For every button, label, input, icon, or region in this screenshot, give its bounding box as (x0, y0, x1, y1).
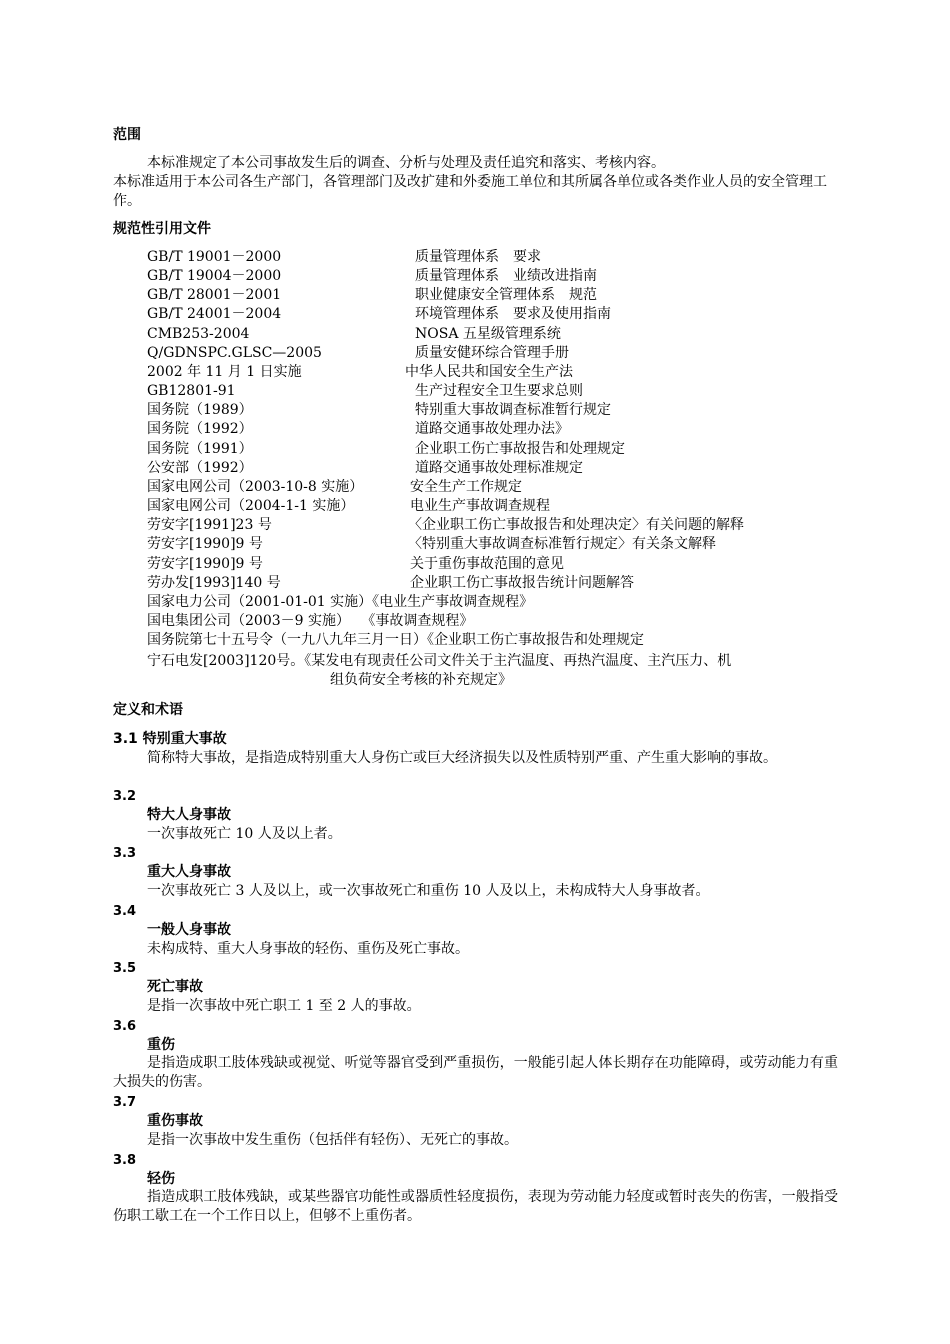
reference-code: 国家电网公司（2003-10-8 实施） (147, 479, 364, 495)
definition-term: 特大人身事故 (147, 807, 231, 823)
definition-text: 一次事故死亡 10 人及以上者。 (147, 826, 342, 842)
definition-text: 简称特大事故，是指造成特别重大人身伤亡或巨大经济损失以及性质特别严重、产生重大影响的事故。 (147, 750, 777, 766)
reference-code: 2002 年 11 月 1 日实施 (147, 364, 302, 380)
reference-code: 劳办发[1993]140 号 (147, 575, 281, 591)
definition-text: 是指一次事故中发生重伤（包括伴有轻伤）、无死亡的事故。 (147, 1132, 518, 1148)
definition-text: 是指一次事故中死亡职工 1 至 2 人的事故。 (147, 998, 421, 1014)
definition-term: 一般人身事故 (147, 922, 231, 938)
definition-number: 3.3 (113, 846, 137, 861)
reference-code: 公安部（1992） (147, 460, 253, 476)
reference-code: GB/T 28001－2001 (147, 287, 282, 303)
reference-name: 中华人民共和国安全生产法 (405, 364, 573, 380)
definition-term: 重大人身事故 (147, 864, 231, 880)
reference-name: 〈特别重大事故调查标准暂行规定〉有关条文解释 (408, 536, 716, 552)
reference-code: 国务院（1992） (147, 421, 253, 437)
definition-number: 3.7 (113, 1095, 137, 1110)
reference-name: 特别重大事故调查标准暂行规定 (415, 402, 611, 418)
reference-full-line: 国务院第七十五号令（一九八九年三月一日）《企业职工伤亡事故报告和处理规定 (147, 632, 644, 648)
section-title-definitions: 定义和术语 (113, 702, 183, 718)
definition-number: 3.5 (113, 961, 137, 976)
reference-full-line: 组负荷安全考核的补充规定》 (330, 672, 512, 688)
definition-number: 3.2 (113, 789, 137, 804)
reference-name: 企业职工伤亡事故报告统计问题解答 (410, 575, 634, 591)
reference-name: 职业健康安全管理体系 规范 (415, 287, 597, 303)
reference-name: 企业职工伤亡事故报告和处理规定 (415, 441, 625, 457)
reference-name: 质量管理体系 要求 (415, 249, 541, 265)
reference-name: 道路交通事故处理标准规定 (415, 460, 583, 476)
reference-name: 生产过程安全卫生要求总则 (415, 383, 583, 399)
reference-code: 劳安字[1991]23 号 (147, 517, 272, 533)
definition-text: 是指造成职工肢体残缺或视觉、听觉等器官受到严重损伤，一般能引起人体长期存在功能障碍，或劳动能力有重大损失的伤害。 (113, 1055, 838, 1090)
section-title-scope: 范围 (113, 127, 141, 143)
reference-code: GB/T 19004－2000 (147, 268, 282, 284)
reference-code: 劳安字[1990]9 号 (147, 556, 263, 572)
reference-name: 环境管理体系 要求及使用指南 (415, 306, 611, 322)
definition-heading: 3.1 特别重大事故 (113, 731, 227, 747)
reference-code: 国家电网公司（2004-1-1 实施） (147, 498, 355, 514)
reference-code: GB/T 24001－2004 (147, 306, 282, 322)
definition-number: 3.4 (113, 904, 137, 919)
reference-code: Q/GDNSPC.GLSC—2005 (147, 345, 322, 361)
reference-code: GB12801-91 (147, 383, 236, 399)
reference-code: 国务院（1991） (147, 441, 253, 457)
definition-text: 指造成职工肢体残缺，或某些器官功能性或器质性轻度损伤，表现为劳动能力轻度或暂时丧失的伤害，一般指受伤职工歇工在一个工作日以上，但够不上重伤者。 (113, 1189, 838, 1224)
definition-number: 3.6 (113, 1019, 137, 1034)
reference-full-line: 国家电力公司（2001-01-01 实施）《电业生产事故调查规程》 (147, 594, 534, 610)
reference-full-line: 宁石电发[2003]120号。《某发电有现责任公司文件关于主汽温度、再热汽温度、主汽压力、机 (147, 653, 732, 669)
reference-name: 道路交通事故处理办法》 (415, 421, 569, 437)
reference-full-line: 国电集团公司（2003－9 实施） 《事故调查规程》 (147, 613, 474, 629)
definition-term: 重伤事故 (147, 1113, 203, 1129)
reference-name: 〈企业职工伤亡事故报告和处理决定〉有关问题的解释 (408, 517, 744, 533)
reference-code: GB/T 19001－2000 (147, 249, 282, 265)
definition-text: 未构成特、重大人身事故的轻伤、重伤及死亡事故。 (147, 941, 469, 957)
scope-paragraph-1: 本标准规定了本公司事故发生后的调查、分析与处理及责任追究和落实、考核内容。 (147, 155, 665, 171)
reference-code: 国务院（1989） (147, 402, 253, 418)
definition-term: 死亡事故 (147, 979, 203, 995)
reference-name: 安全生产工作规定 (410, 479, 522, 495)
definition-term: 轻伤 (147, 1171, 175, 1187)
reference-name: 电业生产事故调查规程 (410, 498, 550, 514)
reference-name: NOSA 五星级管理系统 (415, 326, 561, 342)
definition-text: 一次事故死亡 3 人及以上，或一次事故死亡和重伤 10 人及以上，未构成特大人身事故者。 (147, 883, 710, 899)
section-title-references: 规范性引用文件 (113, 221, 211, 237)
definition-number: 3.8 (113, 1153, 137, 1168)
reference-name: 质量安健环综合管理手册 (415, 345, 569, 361)
reference-code: CMB253-2004 (147, 326, 250, 342)
definition-term: 重伤 (147, 1037, 175, 1053)
reference-name: 关于重伤事故范围的意见 (410, 556, 564, 572)
scope-paragraph-2: 本标准适用于本公司各生产部门，各管理部门及改扩建和外委施工单位和其所属各单位或各类作业人员的安全管理工作。 (113, 174, 827, 209)
reference-name: 质量管理体系 业绩改进指南 (415, 268, 597, 284)
reference-code: 劳安字[1990]9 号 (147, 536, 263, 552)
